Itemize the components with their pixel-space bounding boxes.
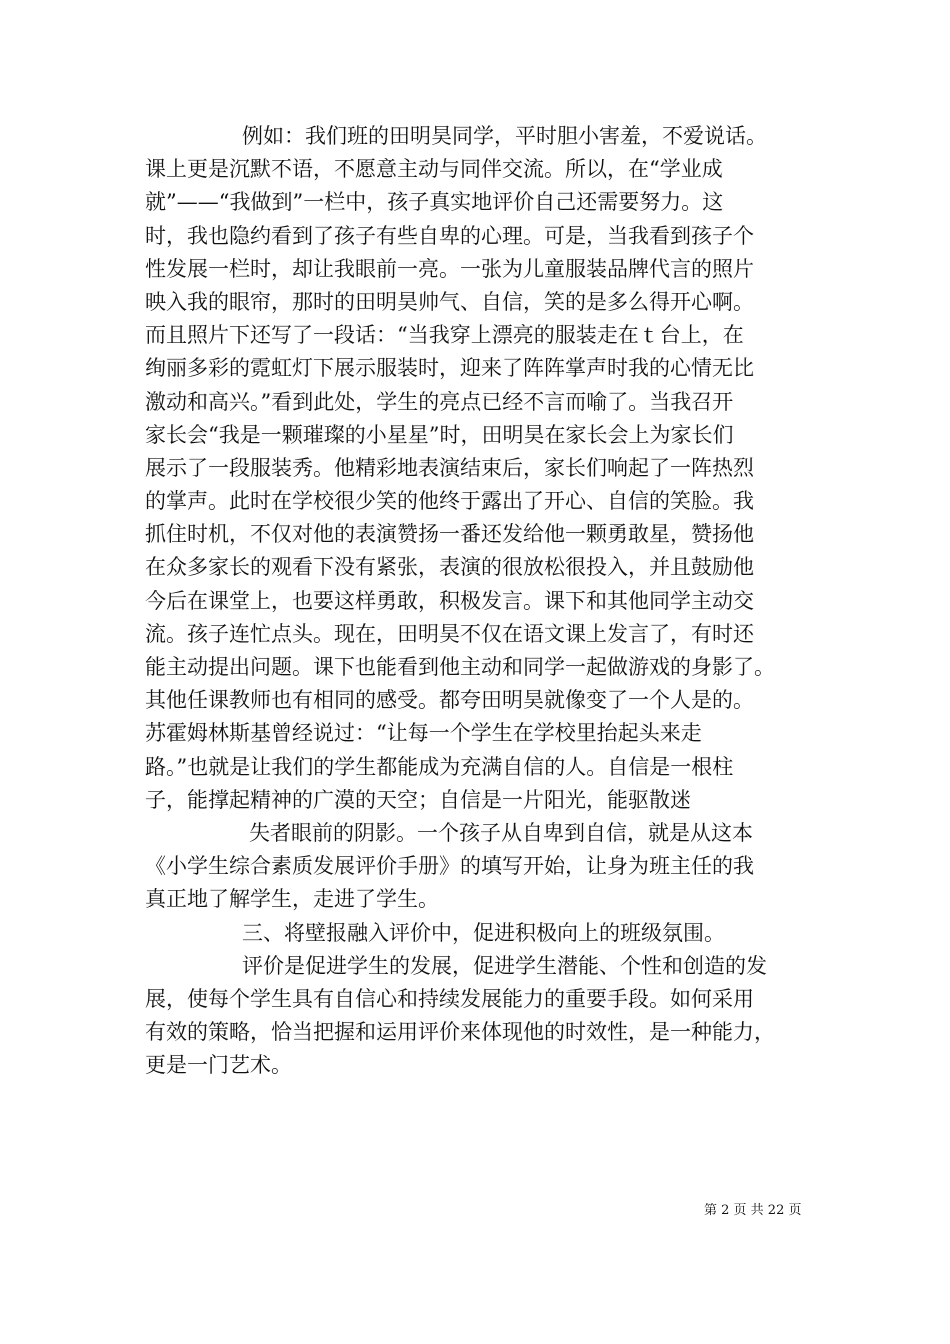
text-line: 子，能撑起精神的广漠的天空；自信是一片阳光，能驱散迷	[145, 787, 691, 812]
text-line: 课上更是沉默不语，不愿意主动与同伴交流。所以，在“学业成	[145, 157, 723, 182]
text-line: 《小学生综合素质发展评价手册》的填写开始，让身为班主任的我	[145, 854, 754, 879]
text-line: 绚丽多彩的霓虹灯下展示服装时，迎来了阵阵掌声时我的心情无比	[145, 356, 754, 381]
text-line: 在众多家长的观看下没有紧张，表演的很放松很投入，并且鼓励他	[145, 555, 754, 580]
text-line: 就”——“我做到”一栏中，孩子真实地评价自己还需要努力。这	[145, 190, 724, 215]
text-line: 评价是促进学生的发展，促进学生潜能、个性和创造的发	[242, 953, 767, 978]
text-line: 能主动提出问题。课下也能看到他主动和同学一起做游戏的身影了。	[145, 655, 775, 679]
text-line: 有效的策略，恰当把握和运用评价来体现他的时效性，是一种能力，	[145, 1020, 775, 1045]
body-text	[145, 120, 810, 1082]
text-line: 失者眼前的阴影。一个孩子从自卑到自信，就是从这本	[249, 820, 753, 845]
text-line: 的掌声。此时在学校很少笑的他终于露出了开心、自信的笑脸。我	[145, 489, 754, 514]
text-line: 路。”也就是让我们的学生都能成为充满自信的人。自信是一根柱	[145, 754, 734, 779]
text-line: 激动和高兴。”看到此处，学生的亮点已经不言而喻了。当我召开	[145, 389, 734, 414]
text-line: 苏霍姆林斯基曾经说过：“让每一个学生在学校里抬起头来走	[145, 721, 702, 746]
text-line: 家长会“我是一颗璀璨的小星星”时，田明昊在家长会上为家长们	[145, 422, 734, 447]
text-line: 抓住时机，不仅对他的表演赞扬一番还发给他一颗勇敢星，赞扬他	[145, 522, 754, 547]
text-line: 映入我的眼帘，那时的田明昊帅气、自信，笑的是多么得开心啊。	[145, 289, 754, 314]
section-heading: 三、将壁报融入评价中，促进积极向上的班级氛围。	[242, 920, 725, 945]
page-number: 第 2 页 共 22 页	[704, 1203, 802, 1218]
text-line: 真正地了解学生，走进了学生。	[145, 887, 439, 912]
text-line: 例如：我们班的田明昊同学，平时胆小害羞，不爱说话。	[242, 124, 767, 148]
text-line: 其他任课教师也有相同的感受。都夸田明昊就像变了一个人是的。	[145, 688, 754, 713]
text-line: 今后在课堂上，也要这样勇敢，积极发言。课下和其他同学主动交	[145, 588, 754, 613]
text-line: 展示了一段服装秀。他精彩地表演结束后，家长们响起了一阵热烈	[145, 455, 754, 480]
text-line: 更是一门艺术。	[145, 1053, 292, 1078]
text-line: 时，我也隐约看到了孩子有些自卑的心理。可是，当我看到孩子个	[145, 223, 754, 248]
text-line: 性发展一栏时，却让我眼前一亮。一张为儿童服装品牌代言的照片	[145, 256, 754, 281]
text-line: 流。孩子连忙点头。现在，田明昊不仅在语文课上发言了，有时还	[145, 621, 754, 646]
text-line: 展，使每个学生具有自信心和持续发展能力的重要手段。如何采用	[145, 986, 754, 1011]
text-line: 而且照片下还写了一段话：“当我穿上漂亮的服装走在ｔ台上，在	[145, 323, 744, 348]
